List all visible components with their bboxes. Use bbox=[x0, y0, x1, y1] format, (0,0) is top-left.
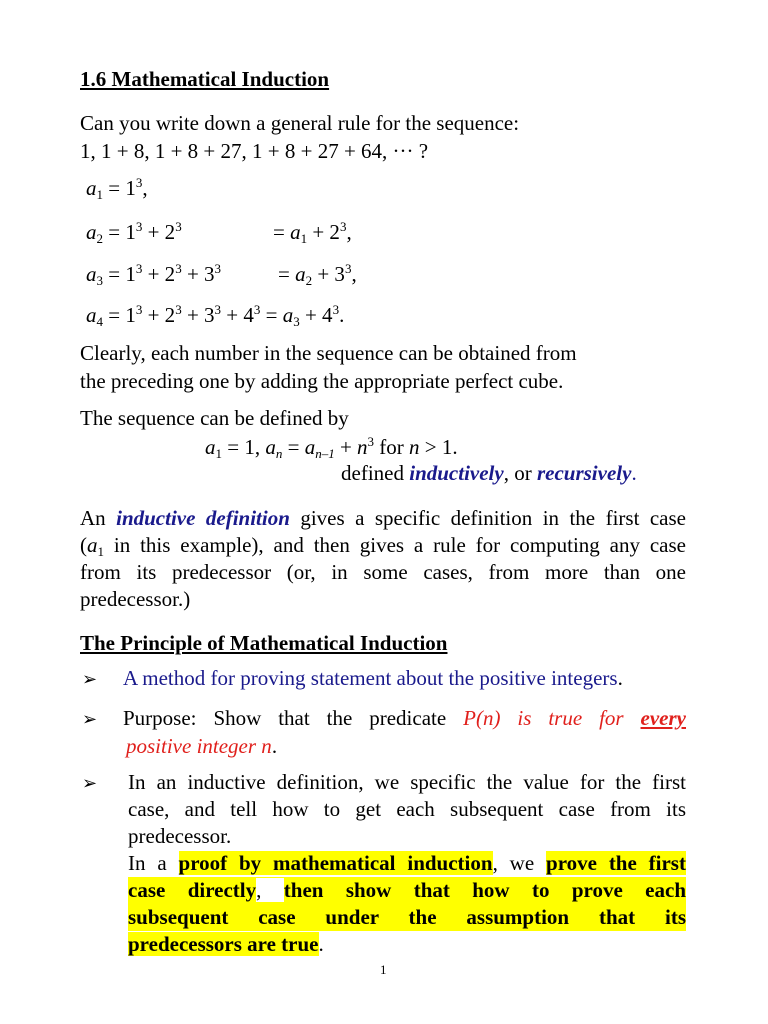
principle-heading: The Principle of Mathematical Induction bbox=[80, 631, 448, 655]
equation-a3-left: $a_3 = 1^3 + 2^3 + 3^3$ bbox=[86, 261, 222, 288]
clearly-line-2: the preceding one by adding the appropriate perfect cube. bbox=[80, 369, 564, 393]
paragraph-line-1: An inductive definition gives a specific definition in the first case bbox=[80, 506, 686, 530]
bullet-purpose-line-1: Purpose: Show that the predicate P(n) is true for every bbox=[123, 706, 686, 730]
equation-a2-left: $a_2 = 1^3 + 2^3$ bbox=[86, 219, 182, 246]
paragraph-line-4: predecessor.) bbox=[80, 587, 191, 611]
proof-line-3: subsequent case under the assumption that its bbox=[128, 905, 686, 929]
paragraph-line-3: from its predecessor (or, in some cases, from more than one bbox=[80, 560, 686, 584]
bullet-method: A method for proving statement about the positive integers. bbox=[123, 666, 623, 690]
proof-line-2: case directly, then show that how to prove each bbox=[128, 878, 686, 902]
intro-question: Can you write down a general rule for the sequence: bbox=[80, 111, 520, 135]
section-title: 1.6 Mathematical Induction bbox=[80, 67, 330, 91]
paragraph-line-2: ($a_1$ in this example), and then gives a rule for computing any case bbox=[80, 533, 686, 559]
equation-a3-right: = $a_2 + 3^3$, bbox=[278, 261, 357, 288]
bullet-purpose-line-2: positive integer n. bbox=[126, 734, 278, 758]
bullet-inductive-line-1: In an inductive definition, we specific the value for the first bbox=[128, 770, 686, 794]
clearly-line-1: Clearly, each number in the sequence can be obtained from bbox=[80, 341, 577, 365]
bullet-inductive-line-3: predecessor. bbox=[128, 824, 232, 848]
bullet-arrow-icon: ➢ bbox=[82, 709, 98, 730]
bullet-arrow-icon: ➢ bbox=[82, 669, 98, 690]
proof-line-1: In a proof by mathematical induction, we prove the first bbox=[128, 851, 686, 875]
equation-a2-right: = $a_1 + 2^3$, bbox=[273, 219, 352, 246]
equation-a4: $a_4 = 1^3 + 2^3 + 3^3 + 4^3 = a_3 + 4^3$. bbox=[86, 302, 345, 329]
recurrence-formula: $a_1 = 1$, $a_n = a_{n-1} + n^3$ for n > 1. bbox=[205, 434, 458, 461]
bullet-inductive-line-2: case, and tell how to get each subsequent case from its bbox=[128, 797, 686, 821]
defined-by: The sequence can be defined by bbox=[80, 406, 349, 430]
defined-inductively: defined inductively, or recursively. bbox=[341, 461, 637, 485]
proof-line-4: predecessors are true. bbox=[128, 932, 324, 956]
sequence-text: 1, 1 + 8, 1 + 8 + 27, 1 + 8 + 27 + 64, ··· ? bbox=[80, 139, 429, 163]
bullet-arrow-icon: ➢ bbox=[82, 773, 98, 794]
equation-a1: $a_1 = 1^3$, bbox=[86, 175, 148, 202]
page-number: 1 bbox=[380, 962, 387, 977]
